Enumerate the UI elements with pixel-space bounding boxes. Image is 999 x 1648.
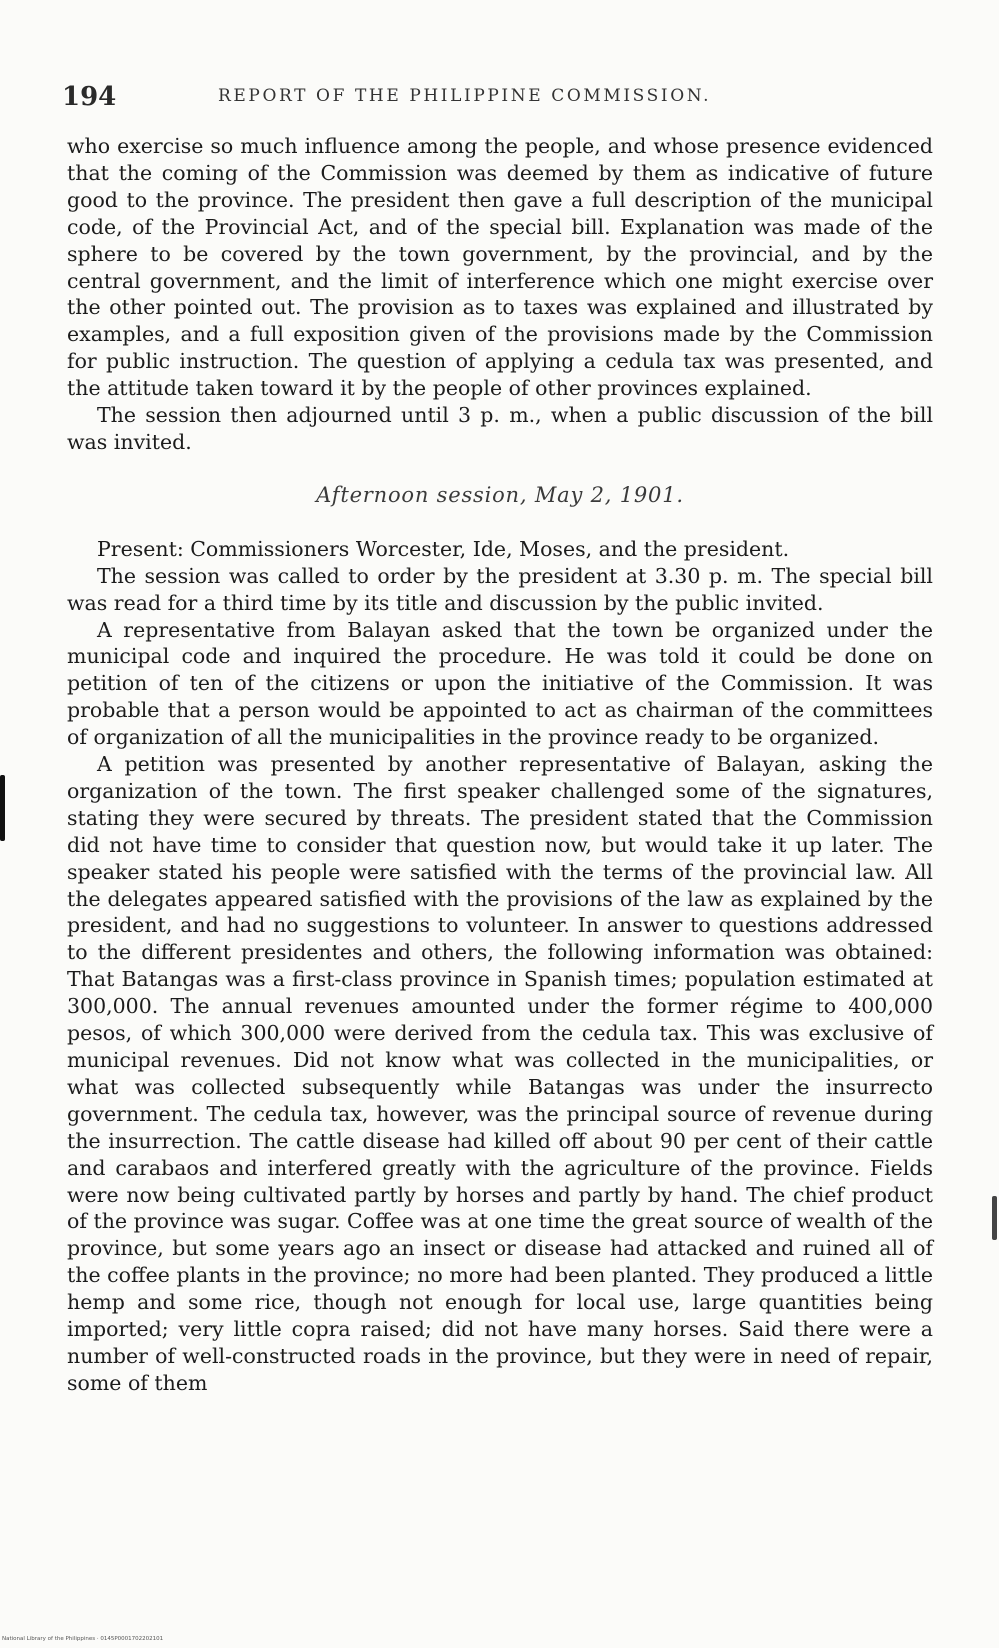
paragraph-called-to-order: The session was called to order by the president at 3.30 p. m. The special bill was read for a third time by its title and discussion by the public invited. — [67, 563, 933, 615]
scan-edge-mark-right — [992, 1196, 997, 1240]
page-number: 194 — [62, 82, 117, 112]
page-header — [62, 82, 936, 118]
scan-edge-mark-left — [0, 775, 5, 841]
paragraph-adjournment: The session then adjourned until 3 p. m., when a public discussion of the bill was invited. — [67, 403, 933, 454]
running-head: REPORT OF THE PHILIPPINE COMMISSION. — [218, 86, 712, 106]
scan-credit: National Library of the Philippines · 0145P0001702202101 — [2, 1636, 164, 1642]
paragraph-continuation: who exercise so much influence among the people, and whose presence evidenced that the coming of the Commission was deemed by them as indicative of future good to the province. The president then gave a full description of the municipal code, of the Provincial Act, and of the special bill. Explanation was made of the sphere to be covered by the town government, by the provincial, and by the central government, and the limit of interference which one might exercise over the other pointed out. The provision as to taxes was explained and illustrated by examples, and a full exposition given of the provisions made by the Commission for public instruction. The question of applying a cedula tax was presented, and the attitude taken toward it by the people of other provinces explained. — [67, 134, 933, 401]
paragraph-present: Present: Commissioners Worcester, Ide, Moses, and the president. — [97, 536, 790, 561]
paragraph-petition: A petition was presented by another representative of Balayan, asking the organization of the town. The first speaker challenged some of the signatures, stating they were secured by threats. The president stated that the Commission did not have time to consider that question now, but would take it up later. The speaker stated his people were satisfied with the terms of the provincial law. All the delegates appeared satisfied with the provisions of the law as explained by the president, and had no suggestions to volunteer. In answer to questions addressed to the different presidentes and others, the following information was obtained: That Batangas was a first-class province in Spanish times; population estimated at 300,000. The annual revenues amounted under the former régime to 400,000 pesos, of which 300,000 were derived from the cedula tax. This was exclusive of municipal revenues. Did not know what was collected in the municipalities, or what was collected subsequently while Batangas was under the insurrecto government. The cedula tax, however, was the principal source of revenue during the insurrection. The cattle disease had killed off about 90 per cent of their cattle and carabaos and interfered greatly with the agriculture of the province. Fields were now being cultivated partly by horses and partly by hand. The chief product of the province was sugar. Coffee was at one time the great source of wealth of the province, but some years ago an insect or disease had attacked and ruined all of the coffee plants in the province; no more had been planted. They produced a little hemp and some rice, though not enough for local use, large quantities being imported; very little copra raised; did not have many horses. Said there were a number of well-constructed roads in the province, but they were in need of repair, some of them — [67, 752, 933, 1395]
paragraph-balayan-representative: A representative from Balayan asked that the town be organized under the municipal code and inquired the procedure. He was told it could be done on petition of ten of the citizens or upon the initiative of the Commission. It was probable that a person would be appointed to act as chairman of the committees of organization of all the municipalities in the province ready to be organized. — [67, 617, 933, 750]
session-heading: Afternoon session, May 2, 1901. — [316, 482, 684, 507]
body-text — [67, 133, 933, 1397]
